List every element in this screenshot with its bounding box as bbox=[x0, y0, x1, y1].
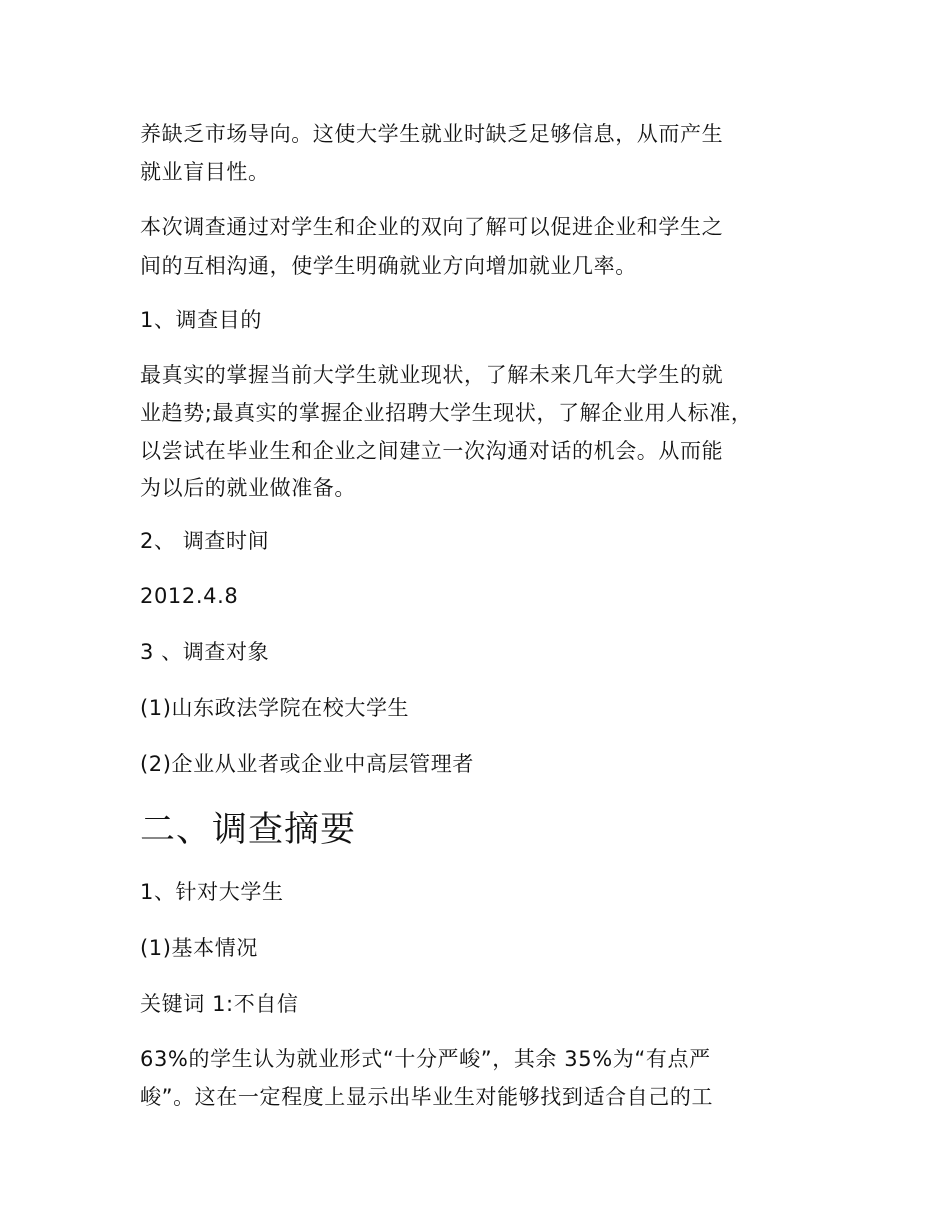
subsection-title-basic: (1)基本情况 bbox=[140, 936, 258, 960]
target-students: (1)山东政法学院在校大学生 bbox=[140, 696, 410, 720]
paragraph-line: 63%的学生认为就业形式“十分严峻”，其余 35%为“有点严 bbox=[140, 1047, 711, 1071]
survey-date: 2012.4.8 bbox=[140, 584, 239, 608]
paragraph-line: 为以后的就业做准备。 bbox=[140, 476, 356, 500]
paragraph-line: 业趋势;最真实的掌握企业招聘大学生现状，了解企业用人标准， bbox=[140, 401, 753, 425]
paragraph-line: 养缺乏市场导向。这使大学生就业时缺乏足够信息，从而产生 bbox=[140, 122, 724, 146]
paragraph-line: 最真实的掌握当前大学生就业现状，了解未来几年大学生的就 bbox=[140, 363, 724, 387]
paragraph-line: 峻”。这在一定程度上显示出毕业生对能够找到适合自己的工 bbox=[140, 1085, 714, 1109]
item-title-time: 2、 调查时间 bbox=[140, 529, 270, 553]
keyword-line: 关键词 1:不自信 bbox=[140, 992, 299, 1016]
item-title-purpose: 1、调查目的 bbox=[140, 308, 262, 332]
item-title-target: 3 、调查对象 bbox=[140, 640, 270, 664]
paragraph-line: 本次调查通过对学生和企业的双向了解可以促进企业和学生之 bbox=[140, 215, 724, 239]
subsection-title-students: 1、针对大学生 bbox=[140, 880, 284, 904]
target-enterprises: (2)企业从业者或企业中高层管理者 bbox=[140, 752, 474, 776]
paragraph-line: 间的互相沟通，使学生明确就业方向增加就业几率。 bbox=[140, 254, 637, 278]
section-heading-summary: 二、调查摘要 bbox=[140, 810, 357, 850]
paragraph-line: 以尝试在毕业生和企业之间建立一次沟通对话的机会。从而能 bbox=[140, 439, 724, 463]
paragraph-line: 就业盲目性。 bbox=[140, 160, 270, 184]
